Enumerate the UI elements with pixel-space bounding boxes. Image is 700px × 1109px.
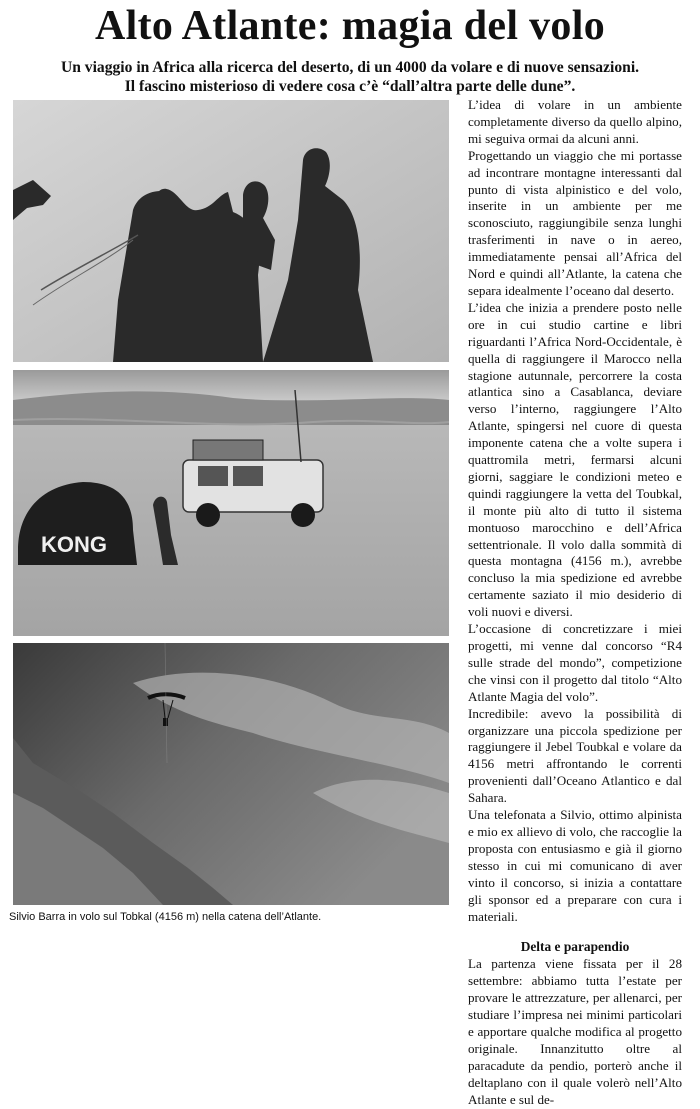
article-subtitle <box>10 58 690 96</box>
paragraph: La partenza viene fissata per il 28 settembre: abbiamo tutta l’estate per provare le attrezzature, per allenarci, per studiare l’impresa nei minimi particolari e apportare qualche modifica al progetto originale. Innanzitutto oltre al paracadute da pendio, porterò anche il deltaplano con il quale volerò nell’Alto Atlante e sul de- <box>468 956 682 1107</box>
photo-desert-camp <box>13 370 449 636</box>
paragraph: Incredibile: avevo la possibilità di organizzare una piccola spedizione per raggiungere il Jebel Toubkal e volare da 4156 metri affrontando le correnti provenienti dall’Oceano Atlantico e dal Sahara. <box>468 705 682 806</box>
paragraph: Una telefonata a Silvio, ottimo alpinista e mio ex allievo di volo, che raccoglie la proposta con entusiasmo e già il giorno stesso in cui mi comunicano di aver vinto il concorso, si inizia a contattare gli sponsor ed a preparare con cura i materiali. <box>468 807 682 924</box>
article-title: Alto Atlante: magia del volo <box>94 3 606 49</box>
tent-logo-text: KONG <box>41 532 107 557</box>
subtitle-line-2: Il fascino misterioso di vedere cosa c’è “dall’altra parte delle dune”. <box>124 78 576 95</box>
photo-camel-shadows <box>13 100 449 362</box>
paragraph: Progettando un viaggio che mi portasse ad incontrare montagne interessanti dal punto di vista alpinistico e del volo, inserite in un ambiente per me sconosciuto, raggiungibile senza lunghi trasferimenti in nave o in aereo, immediatamente pensai all’Africa del Nord e quindi all’Atlante, la catena che separa idealmente l’oceano dal deserto. <box>468 147 682 298</box>
paragraph: L’idea di volare in un ambiente completamente diverso da quello alpino, mi seguiva ormai da alcuni anni. <box>468 97 682 146</box>
subtitle-line-1: Un viaggio in Africa alla ricerca del deserto, di un 4000 da volare e di nuove sensazioni. <box>60 59 640 76</box>
photo-paraglider <box>13 643 449 905</box>
paragraph: L’idea che inizia a prendere posto nelle ore in cui studio cartine e libri riguardanti l’Africa Nord-Occidentale, è quella di raggiungere il Marocco nella stagione autunnale, percorrere la costa atlantica sino a Casablanca, deviare verso l’interno, raggiungere l’Alto Atlante, spingersi nel cuore di questa imponente catena che a volte supera i quattromila metri, fermarsi alcuni giorni, saggiare le condizioni meteo e quindi raggiungere la vetta del Toubkal, il monte più alto di tutto il sistema montuoso marocchino e dell’Africa settentrionale. Il volo dalla sommità di questa montagna (4156 m.), avrebbe concluso la mia spedizione ed avrebbe certamente saziato il mio desiderio di voli nuovi e diversi. <box>468 299 682 620</box>
section-heading: Delta e parapendio <box>520 939 630 955</box>
photo-caption: Silvio Barra in volo sul Tobkal (4156 m) nella catena dell’Atlante. <box>9 911 322 923</box>
paragraph: L’occasione di concretizzare i miei progetti, mi venne dal concorso “R4 sulle strade del mondo”, competizione che vinsi con il progetto dal titolo “Alto Atlante Magia del volo”. <box>468 621 682 704</box>
article-body <box>468 97 682 1109</box>
